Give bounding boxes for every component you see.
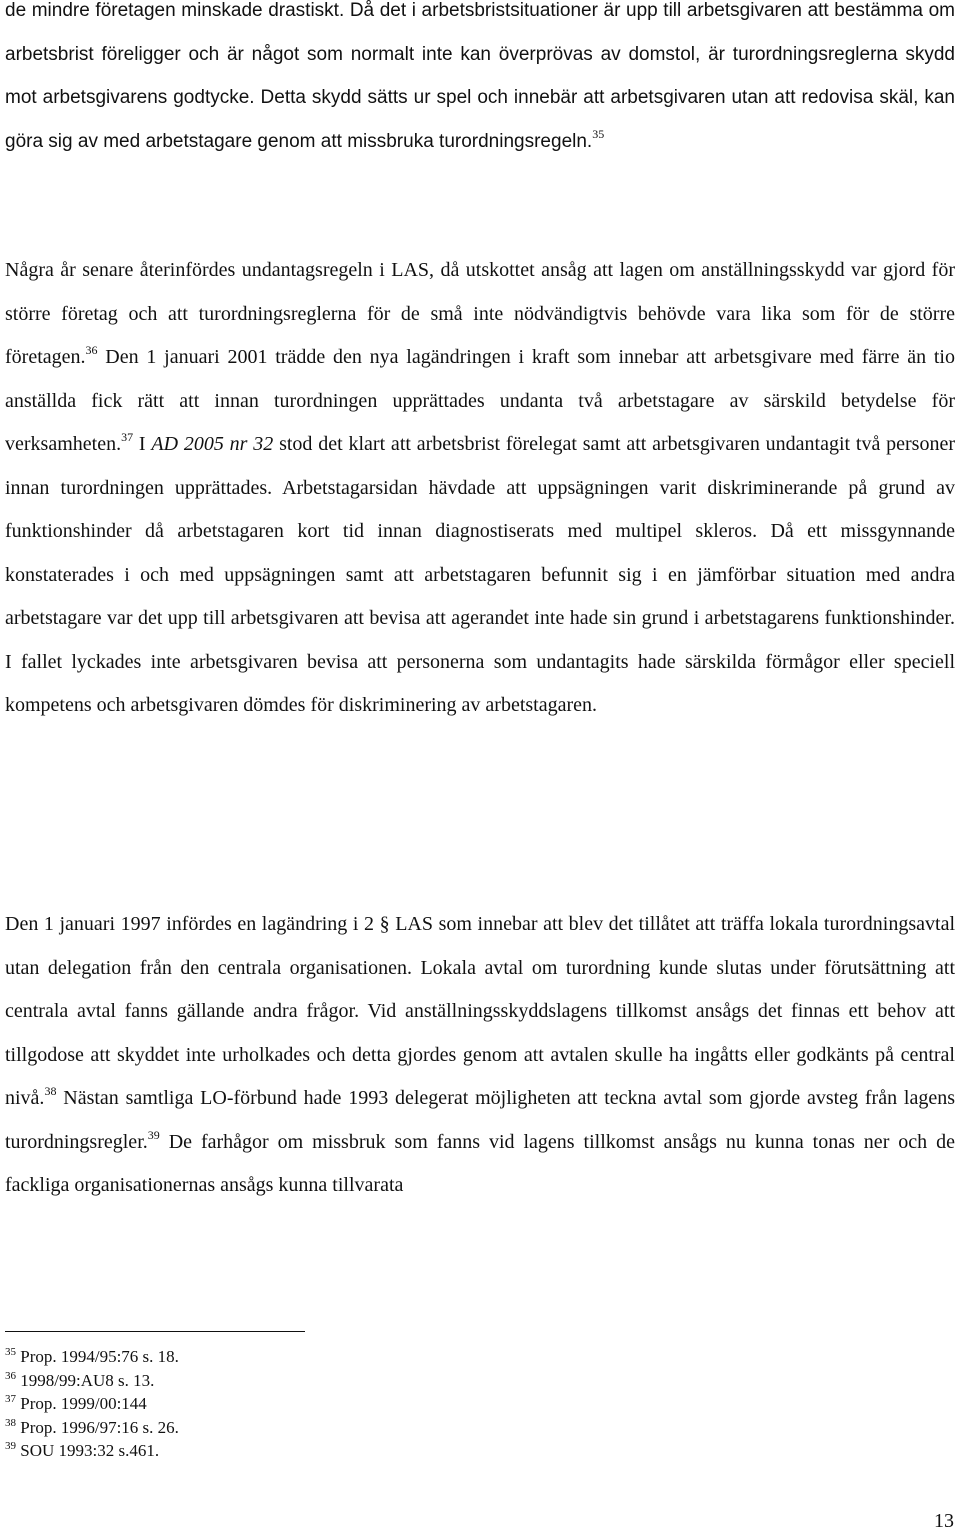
footnote-ref-38[interactable]: 38 — [44, 1084, 57, 1098]
footnote-number: 39 — [5, 1440, 16, 1453]
footnote-text: Prop. 1999/00:144 — [20, 1394, 147, 1414]
footnote-item — [5, 1369, 179, 1393]
paragraph-text: Den 1 januari 1997 infördes en lagändring i 2 § LAS som innebar att blev det tillåtet att träffa lokala turordningsavtal utan delegation från den centrala organisationen. Lokala avtal om turordning kunde slutas under förutsättning att centrala avtal fanns gällande andra frågor. Vid anställningsskyddslagens tillkomst ansågs det finnas ett behov att tillgodose att skyddet inte urholkades och detta gjordes genom att avtalen skulle ha ingåtts eller godkänts på central nivå. — [5, 913, 955, 1109]
footnote-item — [5, 1416, 179, 1440]
paragraph-text: Nästan samtliga LO-förbund hade 1993 delegerat möjligheten att teckna avtal som gjorde avsteg från lagens turordningsregler. — [5, 1087, 955, 1153]
footnote-separator — [5, 1331, 305, 1332]
footnote-number: 37 — [5, 1393, 16, 1406]
footnotes — [5, 1345, 179, 1463]
footnote-number: 38 — [5, 1416, 16, 1429]
footnote-text: 1998/99:AU8 s. 13. — [20, 1370, 155, 1390]
footnote-ref-36[interactable]: 36 — [85, 343, 98, 357]
paragraph-text: I — [133, 433, 152, 455]
footnote-text: Prop. 1994/95:76 s. 18. — [20, 1347, 179, 1366]
paragraph-text: De farhågor om missbruk som fanns vid lagens tillkomst ansågs nu kunna tonas ner och de fackliga organisationernas ansågs kunna tillvarata — [5, 1130, 955, 1196]
footnote-number: 36 — [5, 1369, 16, 1382]
case-reference: AD 2005 nr 32 — [151, 433, 274, 455]
footnote-item — [5, 1439, 179, 1463]
paragraph-turordningsregler — [5, 0, 955, 163]
page-number: 13 — [934, 1510, 954, 1532]
paragraph-lagandring-1997 — [5, 903, 955, 1208]
paragraph-undantagsregeln — [5, 249, 955, 728]
paragraph-text: stod det klart att arbetsbrist förelegat samt att arbetsgivaren undantagit två personer innan turordningen upprättades. Arbetstagarsidan hävdade att uppsägningen varit diskriminerande på grund av funktionshinder då arbetstagaren kort tid innan diagnostiserats med multipel skleros. Då ett missgynnande konstaterades i och med uppsägningen samt att arbetstagaren befunnit sig i en jämförbar situation med andra arbetstagare var det upp till arbetsgivaren att bevisa att agerandet inte hade sin grund i arbetstagarens funktionshinder. I fallet lyckades inte arbetsgivaren bevisa att personerna som undantagits hade särskilda förmågor eller speciell kompetens och arbetsgivaren dömdes för diskriminering av arbetstagaren. — [5, 433, 955, 716]
footnote-ref-39[interactable]: 39 — [147, 1127, 160, 1142]
footnote-ref-37[interactable]: 37 — [121, 430, 134, 444]
footnote-item — [5, 1392, 179, 1416]
footnote-number: 35 — [5, 1346, 16, 1358]
footnote-item — [5, 1345, 179, 1369]
paragraph-text: Den 1 januari 2001 trädde den nya lagändringen i kraft som innebar att arbetsgivare med färre än tio anställda fick rätt att innan turordningen upprättades undanta två arbetstagare av särskild betydelse för verksamheten. — [5, 346, 955, 455]
paragraph-text: Några år senare återinfördes undantagsregeln i LAS, då utskottet ansåg att lagen om anställningsskydd var gjord för större företag och att turordningsreglerna för de små inte nödvändigtvis behövde vara lika som för de större företagen. — [5, 259, 955, 368]
footnote-text: SOU 1993:32 s.461. — [20, 1441, 160, 1461]
footnote-text: Prop. 1996/97:16 s. 26. — [20, 1417, 179, 1437]
paragraph-text: de mindre företagen minskade drastiskt. Då det i arbetsbristsituationer är upp till arbetsgivaren att bestämma om arbetsbrist föreligger och är något som normalt inte kan överprövas av domstol, är turordningsreglerna skydd mot arbetsgivarens godtycke. Detta skydd sätts ur spel och innebär att arbetsgivaren utan att redovisa skäl, kan göra sig av med arbetstagare genom att missbruka turordningsregeln. — [5, 0, 955, 152]
footnote-ref-35[interactable]: 35 — [592, 126, 605, 141]
